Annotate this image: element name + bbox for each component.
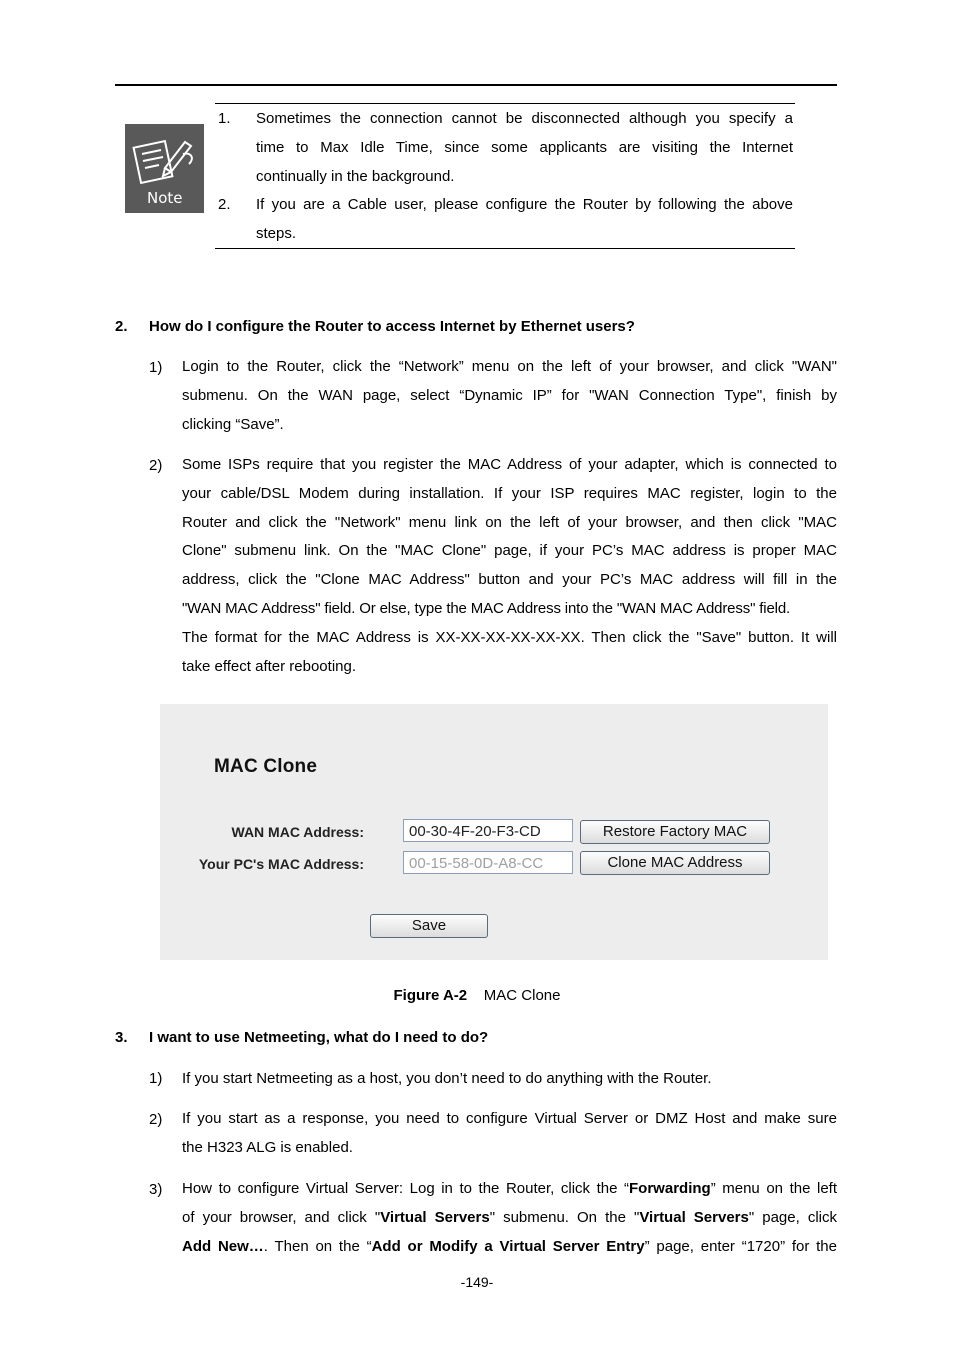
- note-icon-label: Note: [147, 189, 183, 207]
- text-line: Some ISPs require that you register the MAC Address of your adapter, which is connected to: [182, 456, 837, 473]
- q3-step-2-text: [182, 1105, 837, 1163]
- text-line: Clone" submenu link. On the "MAC Clone" page, if your PC’s MAC address is proper MAC: [182, 542, 837, 560]
- header-rule: [115, 84, 837, 86]
- note-item-1-number: 1.: [218, 110, 231, 127]
- text-line: The format for the MAC Address is XX-XX-XX-XX-XX-XX. Then click the "Save" button. It will: [182, 628, 837, 646]
- figure-caption-text: MAC Clone: [483, 987, 561, 1004]
- q2-step-1-number: 1): [149, 359, 163, 376]
- text-line: clicking “Save”.: [182, 415, 284, 433]
- text-run: ” page, enter “1720” for the: [644, 1237, 837, 1255]
- note-item-1-line-3: continually in the background.: [256, 168, 455, 185]
- q3-step-3-text: [182, 1175, 837, 1261]
- text-line: submenu. On the WAN page, select “Dynamic IP” for "WAN Connection Type", finish by: [182, 386, 837, 404]
- text-run: ” menu on the left: [710, 1180, 838, 1197]
- text-line: [182, 1175, 837, 1204]
- q3-step-1-text: If you start Netmeeting as a host, you don’t need to do anything with the Router.: [182, 1070, 712, 1087]
- note-item-2-line-1: If you are a Cable user, please configure the Router by following the above: [256, 196, 793, 213]
- q2-step-2-number: 2): [149, 457, 163, 474]
- restore-factory-mac-button[interactable]: Restore Factory MAC: [580, 820, 770, 844]
- wan-mac-label: WAN MAC Address:: [231, 824, 364, 840]
- add-new-term: Add New…: [182, 1237, 264, 1255]
- text-line: your cable/DSL Modem during installation. If your ISP requires MAC register, login to the: [182, 484, 837, 502]
- note-icon: [125, 124, 204, 213]
- q2-step-1-text: [182, 353, 837, 439]
- mac-clone-title: MAC Clone: [214, 756, 318, 777]
- text-run: of your browser, and click ": [182, 1208, 381, 1226]
- clone-mac-address-button[interactable]: Clone MAC Address: [580, 851, 770, 875]
- note-item-2-line-2: steps.: [256, 225, 297, 242]
- note-item-1-line-1: Sometimes the connection cannot be disconnected although you specify a: [256, 110, 793, 127]
- figure-caption: [0, 987, 954, 1004]
- q3-step-2-number: 2): [149, 1111, 163, 1128]
- pc-mac-label: Your PC's MAC Address:: [198, 856, 364, 872]
- question-2-title: How do I configure the Router to access Internet by Ethernet users?: [149, 318, 635, 335]
- text-line: "WAN MAC Address" field. Or else, type the MAC Address into the "WAN MAC Address" field.: [182, 599, 791, 617]
- text-line: the H323 ALG is enabled.: [182, 1138, 353, 1156]
- figure-caption-label: Figure A-2: [393, 987, 468, 1004]
- mac-clone-screenshot: [160, 704, 828, 960]
- text-run: How to configure Virtual Server: Log in to the Router, click the “: [182, 1180, 630, 1197]
- question-3-title: I want to use Netmeeting, what do I need to do?: [149, 1029, 489, 1046]
- text-run: . Then on the “: [263, 1237, 372, 1255]
- page-number: -149-: [460, 1274, 494, 1290]
- pc-mac-input: 00-15-58-0D-A8-CC: [403, 851, 573, 874]
- text-line: Router and click the "Network" menu link on the left of your browser, and then click "MAC: [182, 513, 837, 531]
- text-line: Login to the Router, click the “Network” menu on the left of your browser, and click "WAN": [182, 358, 837, 375]
- entry-page-term: Add or Modify a Virtual Server Entry: [371, 1237, 645, 1255]
- q3-step-3-number: 3): [149, 1181, 163, 1198]
- text-line: [182, 1204, 837, 1233]
- text-run: " page, click: [748, 1208, 837, 1226]
- q3-step-1-number: 1): [149, 1070, 163, 1087]
- forwarding-term: Forwarding: [629, 1180, 711, 1197]
- save-button[interactable]: Save: [370, 914, 488, 938]
- text-line: address, click the "Clone MAC Address" button and your PC’s MAC address will fill in the: [182, 571, 837, 589]
- wan-mac-input[interactable]: 00-30-4F-20-F3-CD: [403, 819, 573, 842]
- q2-step-2-text: [182, 451, 837, 681]
- text-line: [182, 1233, 837, 1262]
- text-run: " submenu. On the ": [489, 1208, 640, 1226]
- text-line: If you start as a response, you need to configure Virtual Server or DMZ Host and make sure: [182, 1110, 837, 1127]
- question-2-number: 2.: [115, 318, 128, 335]
- note-item-1-line-2: time to Max Idle Time, since some applicants are visiting the Internet: [256, 139, 793, 156]
- question-3-number: 3.: [115, 1029, 128, 1046]
- virtual-servers-term: Virtual Servers: [380, 1208, 490, 1226]
- virtual-servers-term: Virtual Servers: [639, 1208, 749, 1226]
- text-line: take effect after rebooting.: [182, 657, 357, 675]
- note-bottom-rule: [215, 248, 795, 249]
- note-item-2-number: 2.: [218, 196, 231, 213]
